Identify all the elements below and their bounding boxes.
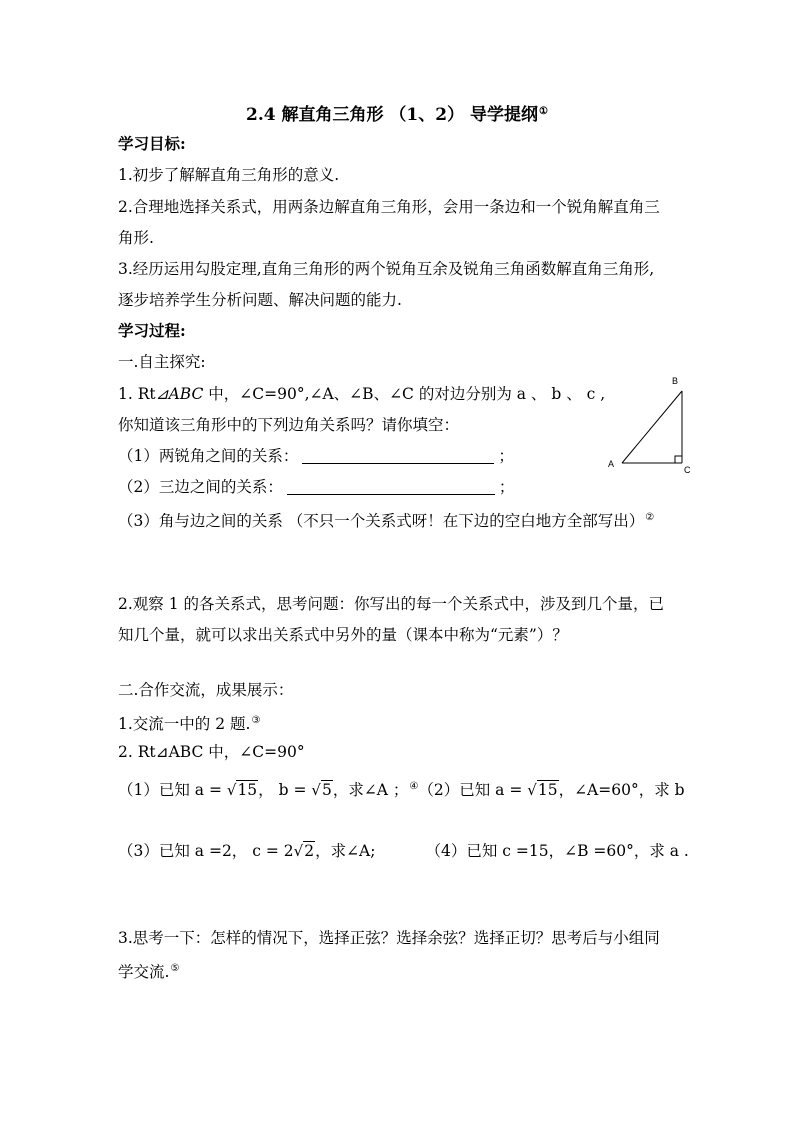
page-title bbox=[0, 100, 794, 125]
p1-footnote: ④ bbox=[409, 781, 419, 792]
title-text: 2.4 解直角三角形 （1、2） 导学提纲 bbox=[246, 105, 539, 125]
right-angle-mark bbox=[675, 456, 682, 463]
p2-text-a: （2）已知 a = bbox=[418, 781, 528, 799]
p2-text-b: ，∠A=60°，求 b bbox=[558, 781, 685, 799]
p1-text-c: ，求∠A ； bbox=[332, 781, 409, 799]
objective-3-line1: 3.经历运用勾股定理,直角三角形的两个锐角互余及锐角三角函数解直角三角形, bbox=[118, 260, 655, 278]
sub-question-3 bbox=[118, 508, 654, 531]
question-3-line1: 3.思考一下：怎样的情况下，选择正弦？选择余弦？选择正切？思考后与小组同 bbox=[118, 929, 660, 947]
section-2-heading: 二.合作交流，成果展示： bbox=[118, 681, 294, 699]
right-triangle-figure bbox=[600, 370, 700, 480]
objectives-heading: 学习目标: bbox=[118, 134, 186, 153]
section-1-heading: 一.自主探究: bbox=[118, 353, 206, 371]
label-a: A bbox=[608, 459, 615, 469]
hypotenuse-line bbox=[622, 391, 682, 463]
q3-text: 学交流. bbox=[118, 963, 170, 981]
question-2-line1: 2.观察 1 的各关系式，思考问题：你写出的每一个关系式中，涉及到几个量，已 bbox=[118, 595, 665, 613]
sub-question-2 bbox=[118, 477, 514, 497]
q1-triangle: ⊿ABC bbox=[155, 385, 204, 403]
answer-blank-2[interactable] bbox=[287, 480, 495, 495]
sub3-footnote: ② bbox=[645, 512, 655, 523]
p1-text-a: （1）已知 a = bbox=[118, 781, 227, 799]
sub3-text: （3）角与边之间的关系 （不只一个关系式呀！在下边的空白地方全部写出） bbox=[118, 512, 645, 530]
c1-footnote: ③ bbox=[251, 715, 261, 726]
sqrt-5: √5 bbox=[311, 781, 332, 799]
q1-text: 中，∠C=90°,∠A、∠B、∠C 的对边分别为 a 、 b 、 c , bbox=[203, 385, 606, 403]
sqrt-15-a: √15 bbox=[226, 781, 258, 799]
p3-text-a: （3）已知 a =2， c = 2 bbox=[118, 842, 294, 860]
problems-line-1 bbox=[118, 777, 685, 800]
objective-1: 1.初步了解解直角三角形的意义. bbox=[118, 166, 340, 184]
c1-text: 1.交流一中的 2 题. bbox=[118, 715, 251, 733]
problems-line-2 bbox=[118, 841, 689, 861]
p3-text-b: ，求∠A; bbox=[315, 842, 376, 860]
process-heading: 学习过程: bbox=[118, 321, 186, 340]
cooperate-2: 2. Rt⊿ABC 中，∠C=90° bbox=[118, 743, 305, 761]
q3-footnote: ⑤ bbox=[170, 963, 180, 974]
label-c: C bbox=[684, 465, 691, 475]
sqrt-15-b: √15 bbox=[527, 781, 558, 799]
question-3-line2 bbox=[118, 959, 179, 982]
cooperate-1 bbox=[118, 711, 260, 734]
sub-question-1 bbox=[118, 446, 514, 466]
objective-3-line2: 逐步培养学生分析问题、解决问题的能力. bbox=[118, 291, 402, 309]
answer-blank-1[interactable] bbox=[302, 449, 494, 464]
sub2-text: （2）三边之间的关系： bbox=[118, 478, 283, 496]
question-2-line2: 知几个量，就可以求出关系式中另外的量（课本中称为“元素”）？ bbox=[118, 626, 568, 644]
sub2-end: ； bbox=[498, 478, 515, 496]
question-1-line1 bbox=[118, 384, 605, 404]
p1-text-b: ， b = bbox=[258, 781, 312, 799]
objective-2-line2: 角形. bbox=[118, 229, 154, 247]
sub1-text: （1）两锐角之间的关系： bbox=[118, 447, 299, 465]
title-footnote: ① bbox=[539, 106, 548, 117]
label-b: B bbox=[672, 376, 679, 386]
q1-prefix: 1. Rt bbox=[118, 385, 156, 403]
objective-2-line1: 2.合理地选择关系式，用两条边解直角三角形，会用一条边和一个锐角解直角三 bbox=[118, 198, 660, 216]
p4-text: （4）已知 c =15，∠B =60°，求 a . bbox=[425, 842, 689, 860]
question-1-line2: 你知道该三角形中的下列边角关系吗？请你填空： bbox=[118, 416, 460, 434]
sub1-end: ； bbox=[498, 447, 514, 465]
sqrt-2: √2 bbox=[293, 842, 315, 860]
